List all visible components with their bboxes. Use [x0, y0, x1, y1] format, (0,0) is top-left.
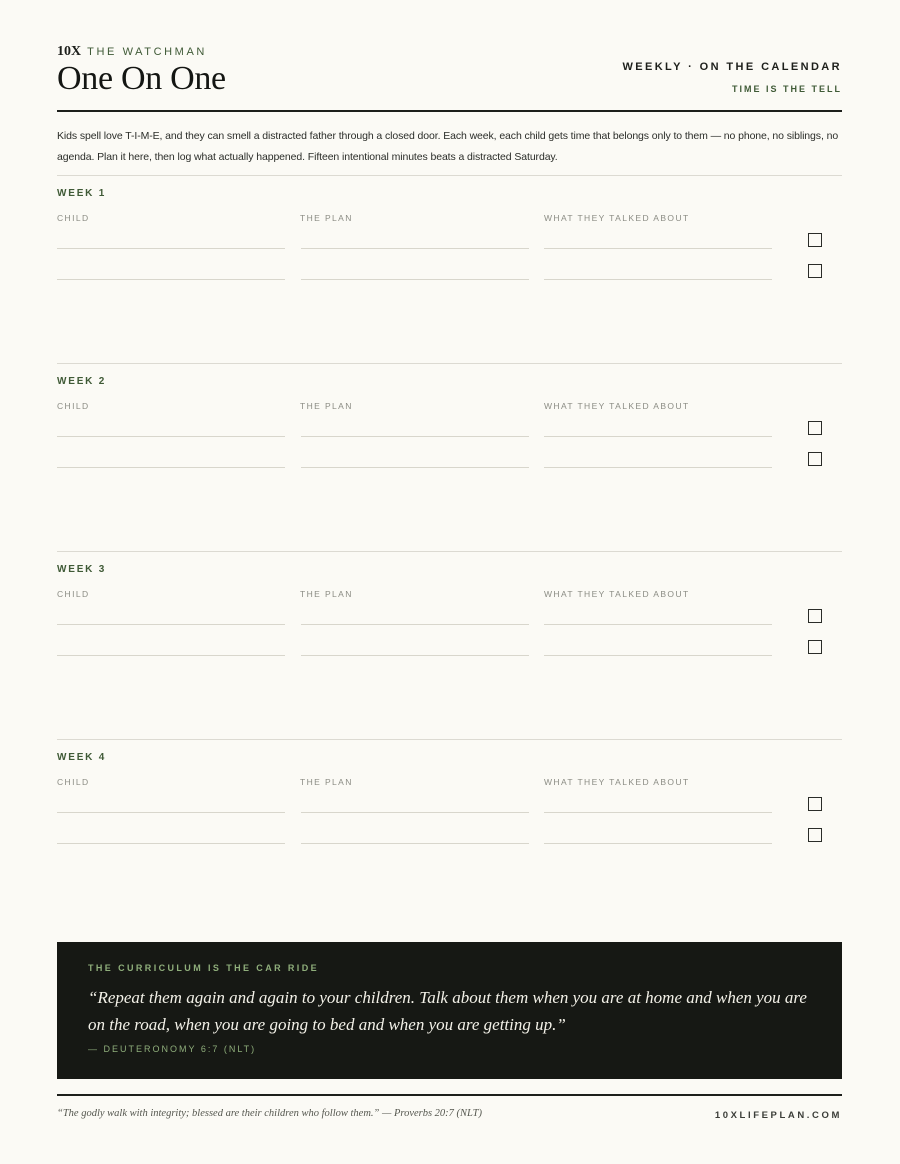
child-entry-line[interactable] [57, 248, 285, 249]
child-entry-line[interactable] [57, 467, 285, 468]
child-entry-line[interactable] [57, 843, 285, 844]
talked-entry-line[interactable] [544, 279, 772, 280]
plan-entry-line[interactable] [301, 279, 529, 280]
plan-column-header: THE PLAN [300, 213, 353, 223]
plan-entry-line[interactable] [301, 843, 529, 844]
scripture-banner [57, 942, 842, 1079]
footer-site[interactable]: 10XLIFEPLAN.COM [714, 1110, 842, 1121]
child-column-header: CHILD [57, 777, 90, 787]
worksheet-page [57, 0, 842, 1164]
intro-paragraph: Kids spell love T-I-M-E, and they can smell a distracted father through a closed door. Each week, each child gets time that belongs only to them — no phone, no siblings, no agenda. Plan it here, then log what actually happened. Fifteen intentional minutes beats a distracted Saturday. [57, 130, 839, 163]
child-entry-line[interactable] [57, 655, 285, 656]
child-column-header: CHILD [57, 213, 90, 223]
plan-column-header: THE PLAN [300, 777, 353, 787]
child-column-header: CHILD [57, 401, 90, 411]
child-entry-line[interactable] [57, 812, 285, 813]
tagline: TIME IS THE TELL [732, 84, 842, 94]
done-checkbox[interactable] [808, 233, 822, 247]
done-checkbox[interactable] [808, 609, 822, 623]
talked-entry-line[interactable] [544, 467, 772, 468]
plan-entry-line[interactable] [301, 655, 529, 656]
plan-column-header: THE PLAN [300, 589, 353, 599]
talked-entry-line[interactable] [544, 624, 772, 625]
talked-entry-line[interactable] [544, 843, 772, 844]
child-entry-line[interactable] [57, 279, 285, 280]
week-section [57, 552, 842, 740]
done-checkbox[interactable] [808, 640, 822, 654]
banner-kicker: THE CURRICULUM IS THE CAR RIDE [88, 963, 319, 973]
week-section [57, 176, 842, 364]
banner-quote: “Repeat them again and again to your children. Talk about them when you are at home and when you are on the road, when you are going to bed and when you are getting up.” [88, 988, 807, 1034]
talked-column-header: WHAT THEY TALKED ABOUT [544, 589, 690, 599]
banner-reference: — DEUTERONOMY 6:7 (NLT) [88, 1044, 257, 1054]
plan-entry-line[interactable] [301, 812, 529, 813]
brand-mark: 10X [57, 44, 82, 59]
plan-entry-line[interactable] [301, 436, 529, 437]
cadence-label: WEEKLY · ON THE CALENDAR [622, 61, 842, 73]
page-title: One On One [57, 60, 226, 97]
done-checkbox[interactable] [808, 264, 822, 278]
week-title: WEEK 4 [57, 752, 107, 763]
done-checkbox[interactable] [808, 421, 822, 435]
week-title: WEEK 1 [57, 188, 107, 199]
child-entry-line[interactable] [57, 436, 285, 437]
done-checkbox[interactable] [808, 797, 822, 811]
plan-entry-line[interactable] [301, 248, 529, 249]
talked-entry-line[interactable] [544, 248, 772, 249]
talked-column-header: WHAT THEY TALKED ABOUT [544, 401, 690, 411]
header-rule [57, 110, 842, 112]
week-section [57, 740, 842, 928]
done-checkbox[interactable] [808, 828, 822, 842]
week-title: WEEK 3 [57, 564, 107, 575]
talked-column-header: WHAT THEY TALKED ABOUT [544, 777, 690, 787]
child-entry-line[interactable] [57, 624, 285, 625]
footer-rule [57, 1094, 842, 1096]
brand-line [57, 44, 207, 60]
week-title: WEEK 2 [57, 376, 107, 387]
done-checkbox[interactable] [808, 452, 822, 466]
talked-entry-line[interactable] [544, 812, 772, 813]
footer-quote: “The godly walk with integrity; blessed are their children who follow them.” — Proverbs 20:7 (NLT) [57, 1108, 483, 1119]
child-column-header: CHILD [57, 589, 90, 599]
week-section [57, 364, 842, 552]
talked-entry-line[interactable] [544, 436, 772, 437]
plan-column-header: THE PLAN [300, 401, 353, 411]
talked-entry-line[interactable] [544, 655, 772, 656]
talked-column-header: WHAT THEY TALKED ABOUT [544, 213, 690, 223]
plan-entry-line[interactable] [301, 624, 529, 625]
plan-entry-line[interactable] [301, 467, 529, 468]
brand-name: THE WATCHMAN [87, 46, 207, 58]
